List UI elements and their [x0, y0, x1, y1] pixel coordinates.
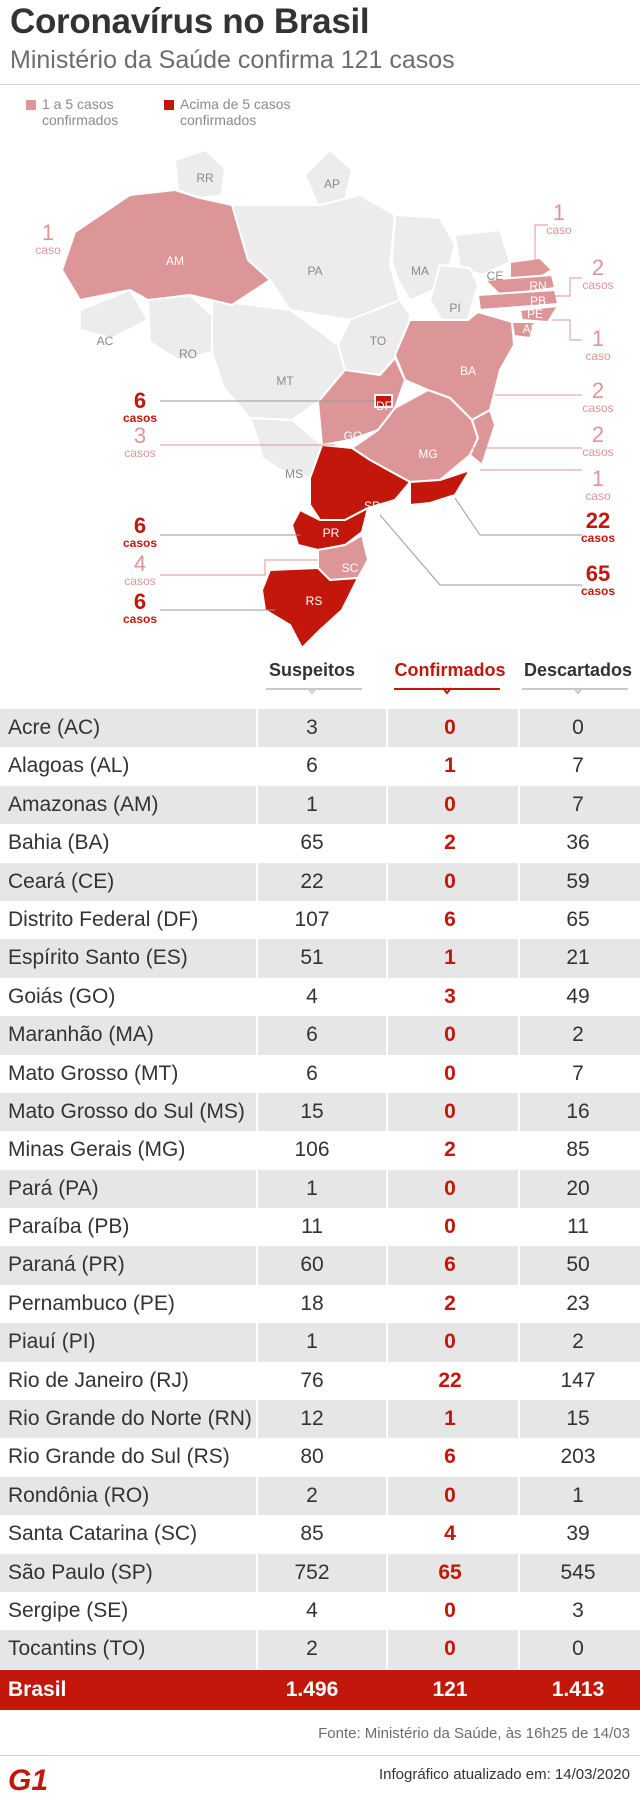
state-name: Amazonas (AM) [8, 792, 159, 816]
confirmed-value: 6 [444, 907, 456, 931]
suspected-value: 4 [306, 984, 318, 1008]
label-am: AM [166, 254, 184, 268]
discarded-value: 15 [566, 1407, 590, 1431]
column-divider [386, 709, 388, 1670]
suspected-value: 22 [300, 869, 324, 893]
confirmed-value: 2 [444, 1291, 456, 1315]
legend-swatch-high [164, 100, 174, 110]
table-row [0, 863, 640, 901]
label-pe: PE [526, 307, 544, 321]
confirmed-value: 0 [444, 1215, 456, 1239]
legend-swatch-low [26, 100, 36, 110]
column-divider [518, 709, 520, 1670]
callout-rn: 1 caso [546, 200, 572, 237]
label-ac: AC [96, 334, 114, 348]
header-divider [0, 84, 640, 85]
state-name: Minas Gerais (MG) [8, 1138, 186, 1162]
discarded-value: 7 [572, 1061, 584, 1085]
callout-al: 1 caso [585, 326, 611, 363]
table-row [0, 1592, 640, 1630]
state-name: Espírito Santo (ES) [8, 946, 188, 970]
discarded-value: 59 [566, 869, 590, 893]
callout-ba: 2 casos [582, 378, 614, 415]
caret-down-icon [573, 686, 583, 696]
label-pb: PB [529, 294, 547, 308]
confirmed-value: 0 [444, 1330, 456, 1354]
state-name: São Paulo (SP) [8, 1560, 153, 1584]
table-row [0, 786, 640, 824]
label-rn: RN [529, 279, 547, 293]
suspected-value: 65 [300, 831, 324, 855]
legend-item-high [164, 96, 298, 128]
state-name: Mato Grosso (MT) [8, 1061, 179, 1085]
state-name: Santa Catarina (SC) [8, 1522, 198, 1546]
suspected-value: 85 [300, 1522, 324, 1546]
state-name: Acre (AC) [8, 716, 101, 739]
state-name: Rio Grande do Sul (RS) [8, 1445, 230, 1469]
confirmed-value: 65 [438, 1560, 462, 1584]
table-row [0, 824, 640, 862]
label-se: SE [511, 340, 529, 354]
suspected-value: 1 [306, 1176, 318, 1200]
confirmed-value: 2 [444, 831, 456, 855]
total-name: Brasil [8, 1678, 67, 1701]
label-to: TO [369, 334, 387, 348]
confirmed-value: 0 [444, 1061, 456, 1085]
suspected-value: 4 [306, 1598, 318, 1622]
suspected-value: 107 [294, 907, 330, 931]
label-pr: PR [322, 526, 340, 540]
callout-pr: 6 casos [122, 513, 158, 550]
discarded-value: 0 [572, 716, 584, 739]
discarded-value: 545 [560, 1560, 596, 1584]
legend-item-low [26, 96, 160, 128]
state-name: Pernambuco (PE) [8, 1291, 175, 1315]
confirmed-value: 0 [444, 1176, 456, 1200]
table-row [0, 1093, 640, 1131]
table-row [0, 1208, 640, 1246]
legend-label-high: Acima de 5 casos confirmados [180, 96, 291, 128]
discarded-value: 16 [566, 1099, 590, 1123]
discarded-value: 20 [566, 1176, 590, 1200]
discarded-value: 49 [566, 984, 590, 1008]
discarded-value: 3 [572, 1598, 584, 1622]
updated-note: Infográfico atualizado em: 14/03/2020 [378, 1766, 630, 1783]
suspected-value: 752 [294, 1560, 330, 1584]
confirmed-value: 0 [444, 716, 456, 739]
page-subtitle: Ministério da Saúde confirma 121 casos [10, 46, 455, 74]
column-divider [256, 709, 258, 1670]
suspected-value: 15 [300, 1099, 324, 1123]
brazil-map [0, 140, 640, 650]
total-discarded: 1.413 [551, 1678, 605, 1701]
discarded-value: 23 [566, 1291, 590, 1315]
label-sp: SP [363, 499, 381, 513]
table-row [0, 901, 640, 939]
table-row [0, 1055, 640, 1093]
suspected-value: 2 [306, 1637, 318, 1661]
confirmed-value: 4 [444, 1522, 456, 1546]
leader-rj [455, 498, 582, 535]
label-ma: MA [411, 264, 429, 278]
suspected-value: 76 [300, 1368, 324, 1392]
label-go: GO [343, 429, 363, 443]
label-mg: MG [418, 447, 438, 461]
label-mt: MT [276, 374, 294, 388]
label-df: DF [376, 399, 392, 413]
legend-label-low: 1 a 5 casos confirmados [42, 96, 119, 128]
table-row [0, 1477, 640, 1515]
table-row [0, 1438, 640, 1476]
discarded-value: 7 [572, 754, 584, 778]
discarded-value: 39 [566, 1522, 590, 1546]
label-al: AL [522, 322, 538, 336]
page-title: Coronavírus no Brasil [10, 2, 370, 41]
label-rj: RJ [436, 499, 452, 513]
confirmed-value: 3 [444, 984, 456, 1008]
callout-pb-pe: 2 casos [582, 255, 614, 292]
table-row [0, 1016, 640, 1054]
table-row [0, 1285, 640, 1323]
suspected-value: 1 [306, 792, 318, 816]
discarded-value: 2 [572, 1330, 584, 1354]
table-row [0, 1630, 640, 1668]
state-name: Mato Grosso do Sul (MS) [8, 1099, 245, 1123]
discarded-value: 85 [566, 1138, 590, 1162]
confirmed-value: 6 [444, 1253, 456, 1277]
suspected-value: 51 [300, 946, 324, 970]
state-pa [232, 195, 400, 320]
suspected-value: 6 [306, 1061, 318, 1085]
table-row [0, 978, 640, 1016]
discarded-value: 21 [566, 946, 590, 970]
suspected-value: 80 [300, 1445, 324, 1469]
total-confirmed: 121 [432, 1678, 468, 1701]
label-ce: CE [486, 269, 504, 283]
total-row [0, 1670, 640, 1710]
discarded-value: 11 [567, 1215, 589, 1239]
confirmed-value: 2 [444, 1138, 456, 1162]
suspected-value: 2 [306, 1483, 318, 1507]
confirmed-value: 1 [444, 754, 456, 778]
state-name: Maranhão (MA) [8, 1023, 154, 1047]
confirmed-value: 0 [444, 1023, 456, 1047]
state-name: Paraíba (PB) [8, 1215, 130, 1239]
suspected-value: 12 [300, 1407, 324, 1431]
table-row [0, 939, 640, 977]
label-rs: RS [305, 594, 323, 608]
column-header-suspected: Suspeitos [268, 660, 356, 680]
table-row [0, 747, 640, 785]
discarded-value: 50 [566, 1253, 590, 1277]
suspected-value: 6 [306, 754, 318, 778]
label-ap: AP [323, 177, 341, 191]
label-pi: PI [449, 301, 461, 315]
table-row [0, 1515, 640, 1553]
table-row [0, 1400, 640, 1438]
state-name: Rondônia (RO) [8, 1483, 150, 1507]
suspected-value: 3 [306, 716, 318, 739]
state-name: Bahia (BA) [8, 831, 110, 855]
label-ba: BA [459, 364, 477, 378]
label-rr: RR [196, 171, 214, 185]
cases-table [0, 709, 640, 1669]
suspected-value: 106 [294, 1138, 330, 1162]
state-name: Rio de Janeiro (RJ) [8, 1368, 189, 1392]
state-name: Goiás (GO) [8, 984, 116, 1008]
leader-sp [380, 515, 582, 585]
table-row [0, 1323, 640, 1361]
discarded-value: 36 [566, 831, 590, 855]
confirmed-value: 1 [444, 1407, 456, 1431]
label-ro: RO [179, 347, 197, 361]
suspected-value: 6 [306, 1023, 318, 1047]
suspected-value: 1 [306, 1330, 318, 1354]
confirmed-value: 0 [444, 1483, 456, 1507]
column-header-discarded: Descartados [523, 660, 633, 680]
state-name: Tocantins (TO) [8, 1637, 146, 1661]
state-name: Sergipe (SE) [8, 1598, 129, 1622]
discarded-value: 1 [572, 1483, 584, 1507]
confirmed-value: 0 [444, 792, 456, 816]
confirmed-value: 1 [444, 946, 456, 970]
caret-down-icon [442, 686, 452, 696]
callout-ac: 1 caso [35, 220, 61, 257]
confirmed-value: 0 [444, 1637, 456, 1661]
state-name: Ceará (CE) [8, 869, 115, 893]
discarded-value: 2 [572, 1023, 584, 1047]
discarded-value: 203 [560, 1445, 596, 1469]
callout-rs: 6 casos [122, 589, 158, 626]
confirmed-value: 0 [444, 1099, 456, 1123]
table-row [0, 1246, 640, 1284]
confirmed-value: 0 [444, 1598, 456, 1622]
callout-df: 6 casos [122, 388, 158, 425]
confirmed-value: 22 [438, 1368, 462, 1392]
state-name: Piauí (PI) [8, 1330, 96, 1354]
table-row [0, 709, 640, 747]
source-note: Fonte: Ministério da Saúde, às 16h25 de 14/03 [318, 1725, 630, 1742]
discarded-value: 65 [566, 907, 590, 931]
confirmed-value: 0 [444, 869, 456, 893]
g1-logo-text: G1 [8, 1764, 49, 1794]
label-es: ES [465, 465, 483, 479]
label-pa: PA [307, 264, 323, 278]
callout-rj: 22 casos [580, 508, 616, 545]
discarded-value: 0 [572, 1637, 584, 1661]
suspected-value: 18 [300, 1291, 324, 1315]
state-name: Paraná (PR) [8, 1253, 125, 1277]
total-suspected: 1.496 [285, 1678, 339, 1701]
column-header-confirmed: Confirmados [394, 660, 506, 680]
confirmed-value: 6 [444, 1445, 456, 1469]
state-pi [430, 265, 478, 325]
callout-sp: 65 casos [580, 561, 616, 598]
footer-divider [0, 1755, 640, 1756]
g1-logo [8, 1764, 50, 1794]
discarded-value: 147 [560, 1368, 596, 1392]
table-row [0, 1131, 640, 1169]
state-name: Alagoas (AL) [8, 754, 130, 778]
state-name: Distrito Federal (DF) [8, 907, 199, 931]
label-sc: SC [341, 561, 359, 575]
callout-es: 1 caso [585, 466, 611, 503]
suspected-value: 11 [301, 1215, 323, 1239]
table-row [0, 1554, 640, 1592]
table-row [0, 1170, 640, 1208]
label-ms: MS [285, 467, 303, 481]
caret-down-icon [307, 686, 317, 696]
table-row [0, 1362, 640, 1400]
discarded-value: 7 [572, 792, 584, 816]
callout-go: 3 casos [124, 423, 156, 460]
suspected-value: 60 [300, 1253, 324, 1277]
callout-mg: 2 casos [582, 422, 614, 459]
state-name: Pará (PA) [8, 1176, 99, 1200]
state-rs [262, 568, 358, 648]
state-name: Rio Grande do Norte (RN) [8, 1407, 252, 1431]
callout-sc: 4 casos [124, 551, 156, 588]
